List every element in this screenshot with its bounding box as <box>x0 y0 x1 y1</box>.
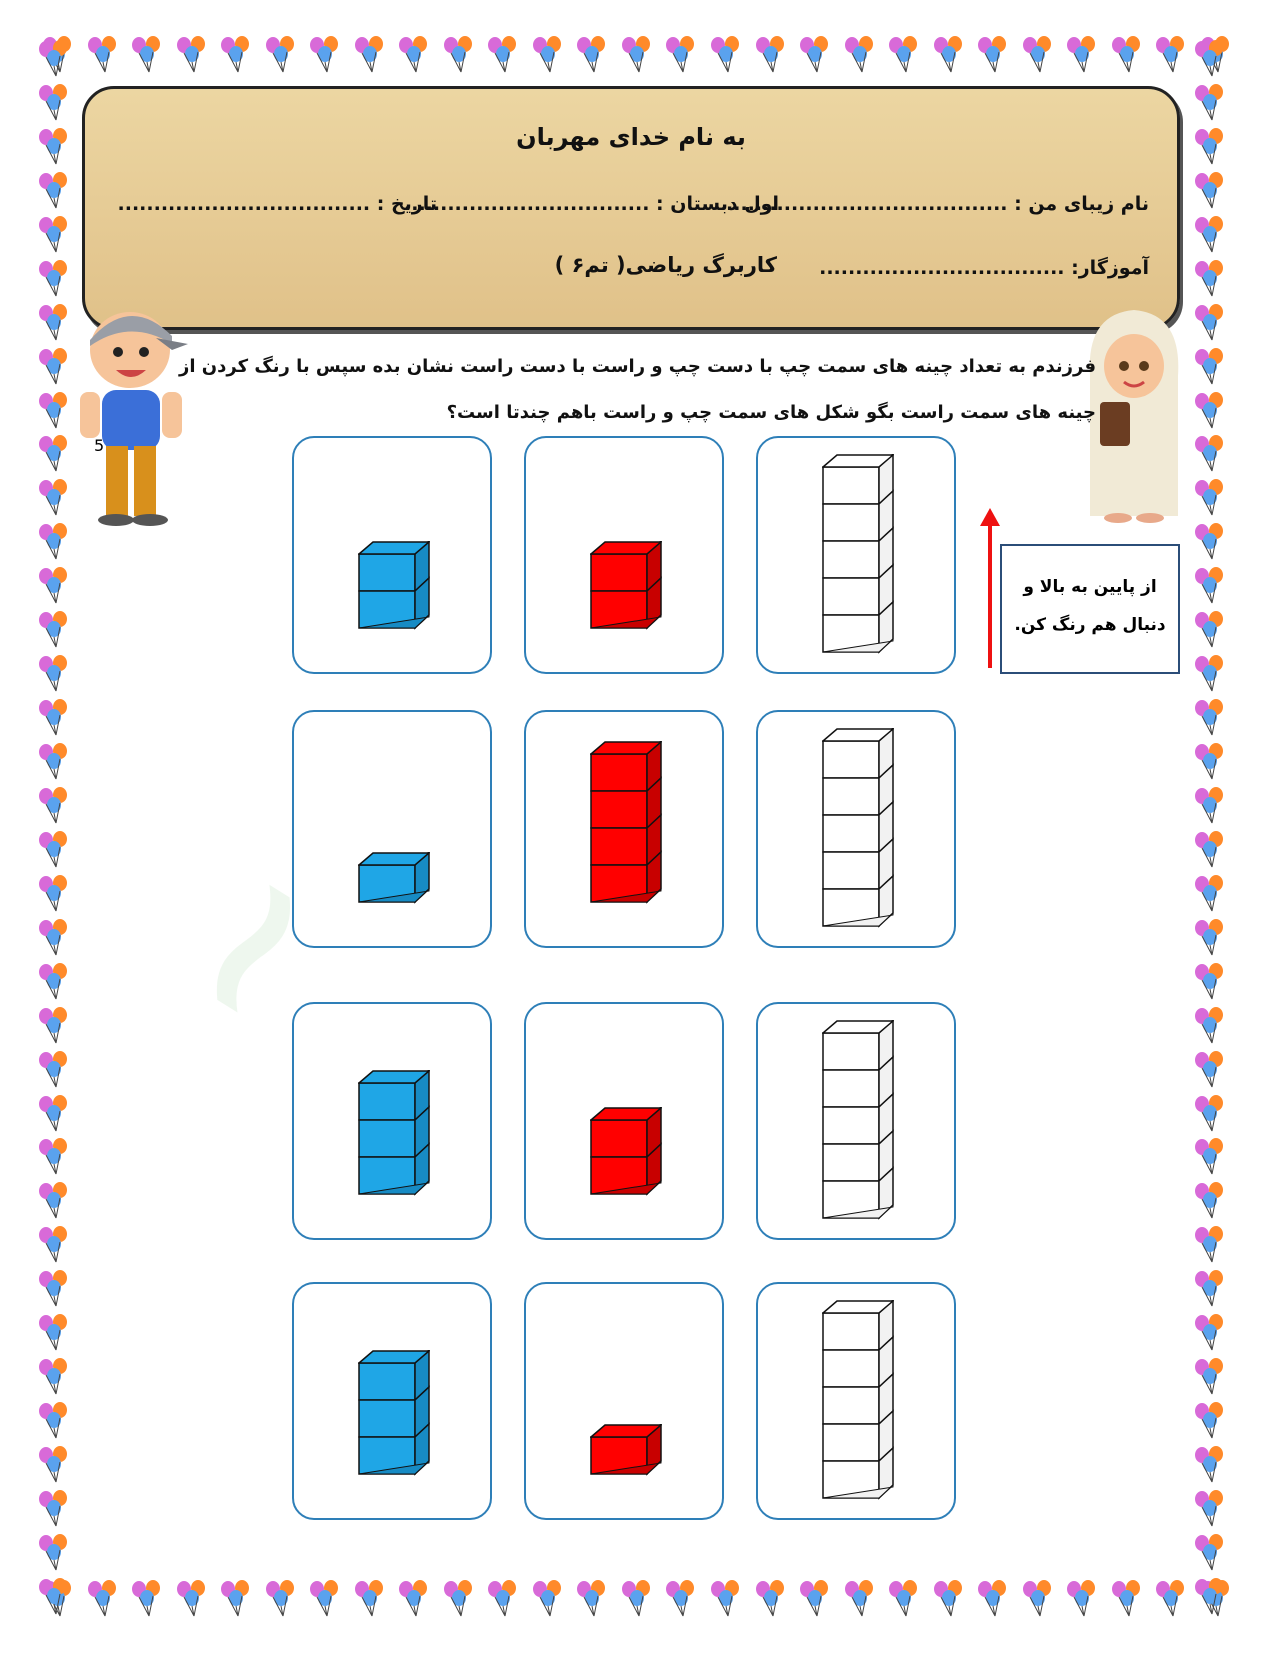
balloon-icon <box>34 1224 74 1264</box>
card-blue-stack <box>292 1282 492 1520</box>
balloon-icon <box>34 829 74 869</box>
card-red-stack <box>524 1002 724 1240</box>
balloon-icon <box>34 873 74 913</box>
balloon-icon <box>572 34 612 74</box>
card-white-stack <box>756 710 956 948</box>
balloon-icon <box>34 1356 74 1396</box>
balloon-icon <box>1190 565 1230 605</box>
balloon-icon <box>34 1576 74 1616</box>
balloon-icon <box>1190 126 1230 166</box>
balloon-icon <box>1190 1400 1230 1440</box>
balloon-icon <box>34 697 74 737</box>
balloon-icon <box>884 1578 924 1618</box>
white-cube-stack <box>822 728 894 928</box>
balloon-icon <box>1190 82 1230 122</box>
balloon-icon <box>1190 1312 1230 1352</box>
balloon-icon <box>305 34 345 74</box>
balloon-icon <box>929 34 969 74</box>
cube-front <box>823 852 879 889</box>
balloon-icon <box>617 34 657 74</box>
balloon-icon <box>83 34 123 74</box>
balloon-icon <box>973 34 1013 74</box>
card-white-stack <box>756 436 956 674</box>
balloon-icon <box>1190 653 1230 693</box>
name-field-label: نام زیبای من : ....................................... <box>726 193 1149 215</box>
balloon-icon <box>1190 873 1230 913</box>
balloon-icon <box>840 1578 880 1618</box>
instruction-line-2: چینه های سمت راست بگو شکل های سمت چپ و راست باهم چندتا است؟ <box>446 402 1096 423</box>
balloon-icon <box>1190 785 1230 825</box>
balloon-icon <box>706 1578 746 1618</box>
balloon-icon <box>1062 1578 1102 1618</box>
balloon-icon <box>34 1180 74 1220</box>
grade-field-label: اول دبستان : .................................. <box>404 193 779 215</box>
balloon-icon <box>34 390 74 430</box>
header-box <box>82 86 1180 330</box>
balloon-icon <box>840 34 880 74</box>
balloon-icon <box>661 1578 701 1618</box>
cube-front <box>823 541 879 578</box>
cube-front <box>591 754 647 791</box>
instruction-line-1: فرزندم به تعداد چینه های سمت چپ با دست چپ و راست با دست راست نشان بده سپس با رنگ کردن از <box>178 356 1096 377</box>
balloon-icon <box>1151 1578 1191 1618</box>
balloon-icon <box>34 1268 74 1308</box>
watermark: ~ <box>105 812 392 1079</box>
balloon-icon <box>172 1578 212 1618</box>
red-cube-stack <box>590 1107 662 1196</box>
stray-mark: 5 <box>94 436 105 455</box>
balloon-icon <box>795 1578 835 1618</box>
balloon-icon <box>127 1578 167 1618</box>
coloring-note <box>1000 544 1180 674</box>
balloon-icon <box>1190 741 1230 781</box>
balloon-icon <box>1190 1532 1230 1572</box>
balloon-icon <box>1190 1576 1230 1616</box>
balloon-border-right <box>1190 38 1234 1616</box>
balloon-icon <box>394 34 434 74</box>
blue-cube-stack <box>358 541 430 630</box>
white-cube-stack <box>822 1300 894 1500</box>
balloon-icon <box>34 1136 74 1176</box>
balloon-icon <box>1190 1049 1230 1089</box>
cube-front <box>591 791 647 828</box>
balloon-icon <box>34 1312 74 1352</box>
card-blue-stack <box>292 436 492 674</box>
balloon-icon <box>216 34 256 74</box>
card-white-stack <box>756 1282 956 1520</box>
cube-front <box>823 815 879 852</box>
cube-front <box>359 1120 415 1157</box>
cube-front <box>823 1387 879 1424</box>
balloon-icon <box>34 1488 74 1528</box>
balloon-icon <box>127 34 167 74</box>
balloon-icon <box>34 1005 74 1045</box>
balloon-icon <box>34 741 74 781</box>
balloon-icon <box>884 34 924 74</box>
teacher-field-label: آموزگار: .................................. <box>819 257 1149 279</box>
balloon-icon <box>34 653 74 693</box>
balloon-icon <box>34 433 74 473</box>
balloon-icon <box>1190 1005 1230 1045</box>
balloon-icon <box>34 346 74 386</box>
balloon-icon <box>1190 521 1230 561</box>
balloon-icon <box>1190 1488 1230 1528</box>
cube-front <box>591 1120 647 1157</box>
balloon-icon <box>34 1049 74 1089</box>
white-cube-stack <box>822 454 894 654</box>
balloon-icon <box>1190 1356 1230 1396</box>
blue-cube-stack <box>358 1350 430 1476</box>
balloon-icon <box>1190 961 1230 1001</box>
cube-front <box>359 554 415 591</box>
balloon-icon <box>1190 1136 1230 1176</box>
white-cube-stack <box>822 1020 894 1220</box>
arrow-shaft <box>988 522 992 668</box>
cube-front <box>823 1033 879 1070</box>
balloon-icon <box>83 1578 123 1618</box>
balloon-icon <box>305 1578 345 1618</box>
cube-front <box>823 1313 879 1350</box>
balloon-icon <box>261 34 301 74</box>
balloon-icon <box>751 1578 791 1618</box>
balloon-icon <box>350 1578 390 1618</box>
balloon-icon <box>929 1578 969 1618</box>
blue-cube-stack <box>358 1070 430 1196</box>
card-red-stack <box>524 1282 724 1520</box>
cube-front <box>823 504 879 541</box>
balloon-icon <box>1190 917 1230 957</box>
balloon-icon <box>617 1578 657 1618</box>
balloon-icon <box>483 34 523 74</box>
cube-front <box>823 741 879 778</box>
balloon-icon <box>1190 1093 1230 1133</box>
balloon-icon <box>1190 609 1230 649</box>
balloon-icon <box>1190 477 1230 517</box>
balloon-icon <box>34 1400 74 1440</box>
note-line-2: دنبال هم رنگ کن. <box>1014 615 1166 635</box>
balloon-icon <box>483 1578 523 1618</box>
balloon-icon <box>439 1578 479 1618</box>
red-cube-stack <box>590 741 662 904</box>
balloon-icon <box>1062 34 1102 74</box>
balloon-icon <box>34 126 74 166</box>
balloon-icon <box>1190 258 1230 298</box>
balloon-icon <box>528 34 568 74</box>
blue-cube-stack <box>358 852 430 904</box>
cube-front <box>823 1424 879 1461</box>
cube-front <box>823 778 879 815</box>
balloon-icon <box>34 609 74 649</box>
balloon-icon <box>706 34 746 74</box>
balloon-icon <box>34 565 74 605</box>
balloon-icon <box>1190 390 1230 430</box>
balloon-icon <box>34 302 74 342</box>
balloon-icon <box>1190 1268 1230 1308</box>
card-white-stack <box>756 1002 956 1240</box>
page-title: به نام خدای مهربان <box>516 123 746 151</box>
balloon-icon <box>1190 829 1230 869</box>
balloon-icon <box>1190 170 1230 210</box>
cube-front <box>359 1363 415 1400</box>
balloon-icon <box>1107 34 1147 74</box>
cube-front <box>823 1350 879 1387</box>
balloon-icon <box>1190 1224 1230 1264</box>
balloon-icon <box>34 961 74 1001</box>
balloon-icon <box>1018 1578 1058 1618</box>
balloon-icon <box>34 785 74 825</box>
balloon-icon <box>1190 38 1230 78</box>
balloon-icon <box>394 1578 434 1618</box>
cube-front <box>823 467 879 504</box>
cube-front <box>823 578 879 615</box>
balloon-border-left <box>34 38 78 1616</box>
card-red-stack <box>524 710 724 948</box>
balloon-icon <box>572 1578 612 1618</box>
balloon-icon <box>1190 697 1230 737</box>
balloon-border-top <box>38 34 1236 78</box>
balloon-icon <box>1190 346 1230 386</box>
balloon-icon <box>34 82 74 122</box>
balloon-icon <box>1018 34 1058 74</box>
worksheet-title: کاربرگ ریاضی( تم۶ ) <box>554 253 777 277</box>
balloon-icon <box>1190 1444 1230 1484</box>
balloon-icon <box>34 258 74 298</box>
balloon-icon <box>216 1578 256 1618</box>
balloon-icon <box>439 34 479 74</box>
red-cube-stack <box>590 1424 662 1476</box>
balloon-icon <box>350 34 390 74</box>
balloon-border-bottom <box>38 1578 1236 1622</box>
card-blue-stack <box>292 710 492 948</box>
balloon-icon <box>1151 34 1191 74</box>
cube-front <box>359 1083 415 1120</box>
balloon-icon <box>34 1444 74 1484</box>
cube-front <box>823 1144 879 1181</box>
balloon-icon <box>34 521 74 561</box>
balloon-icon <box>973 1578 1013 1618</box>
cube-front <box>823 1070 879 1107</box>
balloon-icon <box>34 1532 74 1572</box>
balloon-icon <box>1107 1578 1147 1618</box>
cube-front <box>359 1400 415 1437</box>
note-line-1: از پایین به بالا و <box>1023 577 1157 597</box>
balloon-icon <box>261 1578 301 1618</box>
date-field-label: تاریخ : ................................... <box>117 193 437 215</box>
cube-front <box>591 828 647 865</box>
balloon-icon <box>172 34 212 74</box>
balloon-icon <box>528 1578 568 1618</box>
balloon-icon <box>1190 302 1230 342</box>
balloon-icon <box>34 170 74 210</box>
balloon-icon <box>34 1093 74 1133</box>
balloon-icon <box>751 34 791 74</box>
balloon-icon <box>34 477 74 517</box>
card-blue-stack <box>292 1002 492 1240</box>
balloon-icon <box>661 34 701 74</box>
red-cube-stack <box>590 541 662 630</box>
balloon-icon <box>795 34 835 74</box>
cube-front <box>823 1107 879 1144</box>
balloon-icon <box>1190 214 1230 254</box>
balloon-icon <box>34 214 74 254</box>
balloon-icon <box>1190 1180 1230 1220</box>
cube-front <box>591 554 647 591</box>
card-red-stack <box>524 436 724 674</box>
balloon-icon <box>34 917 74 957</box>
balloon-icon <box>34 38 74 78</box>
balloon-icon <box>1190 433 1230 473</box>
